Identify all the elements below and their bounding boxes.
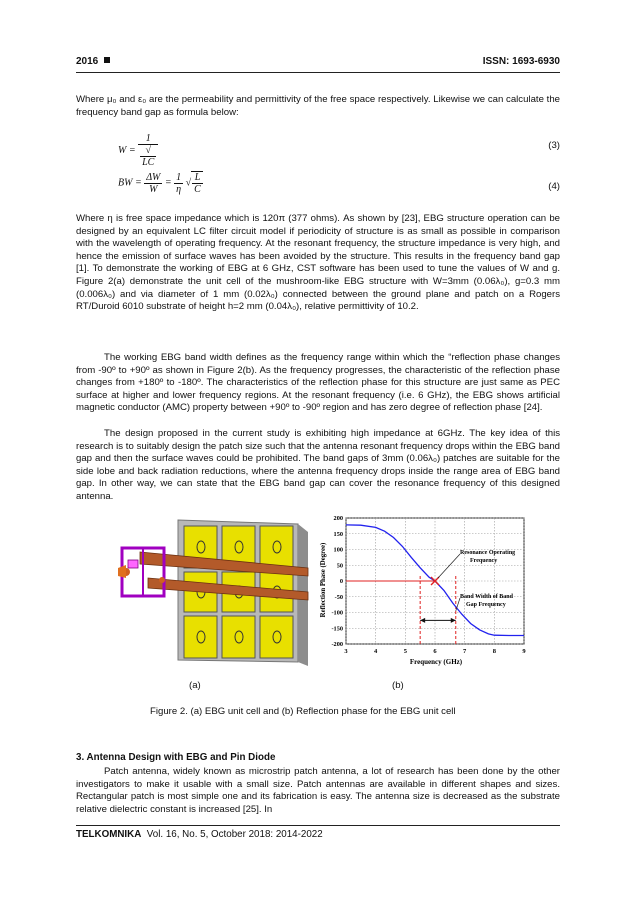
x-tick-label: 5	[403, 648, 407, 655]
y-tick-label: 200	[333, 515, 343, 523]
header-rule	[76, 72, 560, 73]
section-title: 3. Antenna Design with EBG and Pin Diode	[76, 752, 276, 763]
y-tick-label: 100	[333, 546, 343, 554]
header-year: 2016	[76, 56, 110, 67]
annotation-resonance-2: Frequency	[470, 558, 498, 564]
x-tick-label: 7	[463, 648, 467, 655]
equation-3: W = 1 √ LC	[118, 133, 158, 168]
footer-info: Vol. 16, No. 5, October 2018: 2014-2022	[146, 829, 323, 840]
figure-label-b: (b)	[392, 680, 404, 691]
footer-journal: TELKOMNIKA	[76, 829, 142, 840]
x-tick-label: 3	[344, 648, 348, 655]
y-tick-label: 0	[339, 578, 343, 586]
body-paragraph-2: The working EBG band width defines as the frequency range within which the “reflection phase changes from -90º to +90º as shown in Figure 2(b). As the frequency progresses, the characteristic of the reflection phase changes from +180º to -180º. The characteristics of the reflection phase for this structure are just same as PEC surface at higher and lower frequency regions. At the resonant frequency (i.e. 6 GHz), the EBG shows artificial magnetic conductor (AMC) property between +90º to -90º region and has zero degree of reflection phase [24].	[76, 352, 560, 414]
body-paragraph-4: Patch antenna, widely known as microstrip patch antenna, a lot of research has been done by the other investigators to make it usable with a small size. Patch antennas are available in different shapes and sizes. Rectangular patch is most simple one and its fabrication is easy. The antenna size is decreased as the substrate relative dielectric constant is increased [25]. In	[76, 766, 560, 815]
equation-3-number: (3)	[548, 140, 560, 151]
equation-4: BW = $\frac{\Delta W}{W}$ = $\frac{1}{\eta}$ √ $\frac{L}{C}$	[118, 171, 201, 195]
footer-rule	[76, 825, 560, 826]
intro-text: Where μ₀ and ε₀ are the permeability and permittivity of the free space respectively. Likewise we can calculate the frequency band gap as formula below:	[76, 94, 560, 118]
x-tick-label: 4	[374, 648, 378, 655]
x-tick-label: 8	[492, 648, 496, 655]
figure-label-a: (a)	[189, 680, 201, 691]
annotation-bandwidth-2: Gap Frequency	[466, 602, 506, 608]
y-tick-label: -200	[331, 641, 343, 649]
x-tick-label: 6	[433, 648, 437, 655]
figure-caption: Figure 2. (a) EBG unit cell and (b) Reflection phase for the EBG unit cell	[150, 706, 456, 717]
x-axis-label: Frequency (GHz)	[409, 658, 463, 666]
ebg-unit-cell-figure	[118, 510, 314, 668]
y-tick-label: -50	[334, 593, 343, 601]
y-tick-label: -150	[331, 625, 343, 633]
annotation-resonance: Resonance Operating	[460, 550, 516, 556]
y-axis-label: Reflection Phase (Degree)	[320, 542, 327, 618]
equation-4-number: (4)	[548, 181, 560, 192]
page-footer	[76, 829, 323, 840]
reflection-phase-chart	[318, 510, 530, 668]
body-paragraph-1: Where η is free space impedance which is 120π (377 ohms). As shown by [23], EBG structure operation can be designed by an equivalent LC filter circuit model if periodicity of structure is as small as possible in comparison with the wavelength of operating frequency. At the resonant frequency, the structure impedance is very high, and hence the emission of surface waves has been avoided by the structure. This results in the frequency band gap [1]. To demonstrate the working of EBG at 6 GHz, CST software has been used to tune the values of W and g. Figure 2(a) demonstrate the unit cell of the mushroom-like EBG structure with W=3mm (0.06λ₀), g=0.3 mm (0.006λ₀) and via diameter of 1 mm (0.02λ₀) connected between the ground plane and patch on a Rogers RT/Duroid 6010 substrate of height h=2 mm (0.04λ₀), relative permittivity of 10.2.	[76, 213, 560, 313]
y-tick-label: 50	[336, 562, 343, 570]
body-paragraph-3: The design proposed in the current study is exhibiting high impedance at 6GHz. The key idea of this research is to suitably design the patch size such that the antenna resonant frequency drops within the EBG band gap and then the surface waves could be prohibited. The band gaps of 3mm (0.06λ₀) patches are suitable for the side lobe and back radiation reductions, where the antenna frequency drops inside the range area of EBG band gap. In other way, we can state that the EBG band gap can cover the resonance frequency of this designed antenna.	[76, 428, 560, 502]
y-tick-label: -100	[331, 609, 343, 617]
annotation-bandwidth: Band Width of Band	[460, 594, 513, 600]
y-tick-label: 150	[333, 530, 343, 538]
header-issn: ISSN: 1693-6930	[482, 56, 560, 67]
x-tick-label: 9	[522, 648, 526, 655]
square-bullet-icon	[104, 57, 110, 63]
